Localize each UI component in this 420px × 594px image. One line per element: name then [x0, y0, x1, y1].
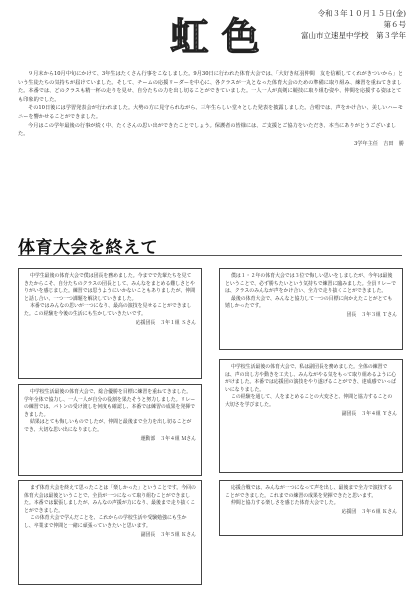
essay-paragraph: まず体育大会を終えて思ったことは「楽しかった」ということです。今回の体育大会は最後ということで、全員が一つになって取り組むことができました。本番では緊張しましたが、みんなの声援が力になり、最後まで走り抜くことができました。 [24, 485, 196, 514]
essay-paragraph: 本番ではみんなの思いが一つになり、最高の演技を見せることができました。この経験を今後の生活にも生かしていきたいです。 [24, 303, 192, 317]
section-title: 体育大会を終えて [18, 238, 158, 258]
essay-box-2 [18, 384, 202, 476]
intro-paragraph: ９月末から10月中旬にかけて、3年生はたくさん行事をこなしました。9月30日に行われた体育大会では、「大好き紅羽仲間 友を信頼してくれがきついから」という生徒たちの気持ちが届けていました。そして、チームの応援リーダーを中心に、各クラスが一丸となった体育大会のための準備に取り組み、練習を重ねてきました。本番では、どのクラスも精一杯の走りを見せ、自分たちの力を出し切ることができていました。一人一人が真剣に競技に取り組む姿や、仲間を応援する姿はとても印象的でした。 [18, 71, 404, 103]
issue-number: 第６号 [383, 20, 406, 29]
intro-signature: 3学年主任 吉田 勝 [354, 140, 404, 147]
essay-box-4 [219, 268, 403, 350]
essay-paragraph: 中学生最後の体育大会で僕は団長を務めました。今までで先輩たちを見てきたからこそ、自分たちのクラスの団長として、みんなをまとめる難しさとやりがいを感じました。練習では思うようにいかないこともありましたが、仲間と話し合い、一つ一つ課題を解決していきました。 [24, 273, 196, 302]
newsletter-title-logo [160, 12, 270, 58]
essay-signature: 団長 ３年３組 Ｔさん [346, 311, 397, 318]
title-text: 虹 色 [170, 15, 260, 58]
essay-paragraph: 結果はとても悔しいものでしたが、仲間と最後まで全力を出し切ることができ、大切な思い出になりました。 [24, 419, 192, 433]
issue-date: 令和３年１０月１５日(金) [317, 9, 406, 18]
issue-info [301, 8, 406, 41]
essay-box-1 [18, 268, 202, 379]
essay-paragraph: 応援合戦では、みんなが一つになって声を出し、最後まで全力で演技することができました。これまでの練習の成果を発揮できたと思います。 [225, 485, 393, 499]
section-divider [18, 255, 402, 256]
essay-paragraph: 最後の体育大会で、みんなと協力して一つの目標に向かえたことがとても嬉しかったです。 [225, 295, 393, 310]
essay-signature: 副団長 ３年５組 Ｋさん [140, 531, 196, 538]
essay-paragraph: 仲間と協力する楽しさを感じた体育大会でした。 [231, 500, 339, 507]
intro-paragraph: 今月はこの学年最後の行事が続く中、たくさんの思い出ができたことでしょう。保護者の皆様には、ご支援とご協力をいただき、本当にありがとうございました。 [18, 122, 397, 138]
essay-paragraph: 中学校生活最後の体育大会で、総合優勝を目標に練習を重ねてきました。学年全体で協力し、一人一人が自分の役割を果たそうと努力しました。リレーの練習では、バトンの受け渡しを何度も確認し、本番では練習の成果を発揮できました。 [24, 389, 196, 418]
essay-signature: 応援団 ３年６組 Ｋさん [341, 508, 397, 515]
essay-paragraph: 僕は１・２年の体育大会では３位で悔しい思いをしましたが、今年は最後ということで、必ず勝ちたいという気持ちで練習に臨みました。全員リレーでは、クラスのみんなが声をかけ合い、全力で走り抜くことができました。 [225, 273, 397, 295]
essay-box-3 [18, 480, 202, 585]
essay-paragraph: 中学校生活最後の体育大会で、私は副団長を務めました。全体の練習では、声の出し方や動きを工夫し、みんながやる気をもって取り組めるように心がけました。本番では応援団の演技をやり遂げることができ、達成感でいっぱいになりました。 [225, 364, 397, 393]
essay-signature: 運動部 ３年４組 Ｍさん [140, 435, 196, 442]
intro-text [18, 70, 404, 148]
essay-paragraph: この体育大会で学んだことを、これからの学校生活や受験勉強にも生かし、卒業まで仲間と一緒に頑張っていきたいと思います。 [24, 515, 187, 529]
essay-signature: 副団長 ３年４組 Ｙさん [341, 410, 397, 417]
essay-box-6 [219, 480, 403, 536]
essay-box-5 [219, 359, 403, 473]
essay-paragraph: この経験を通して、人をまとめることの大変さと、仲間と協力することの大切さを学びました。 [225, 394, 393, 408]
school-name: 富山市立速星中学校 第３学年 [301, 31, 406, 40]
intro-paragraph: その10日後には学習発表会が行われました。大勢の方に見守られながら、三年生らしい堂々とした発表を披露しました。合唱では、声をかけ合い、美しいハーモニーを響かせることができました。 [18, 105, 403, 120]
essay-signature: 応援団長 ３年１組 Ｓさん [135, 319, 196, 326]
